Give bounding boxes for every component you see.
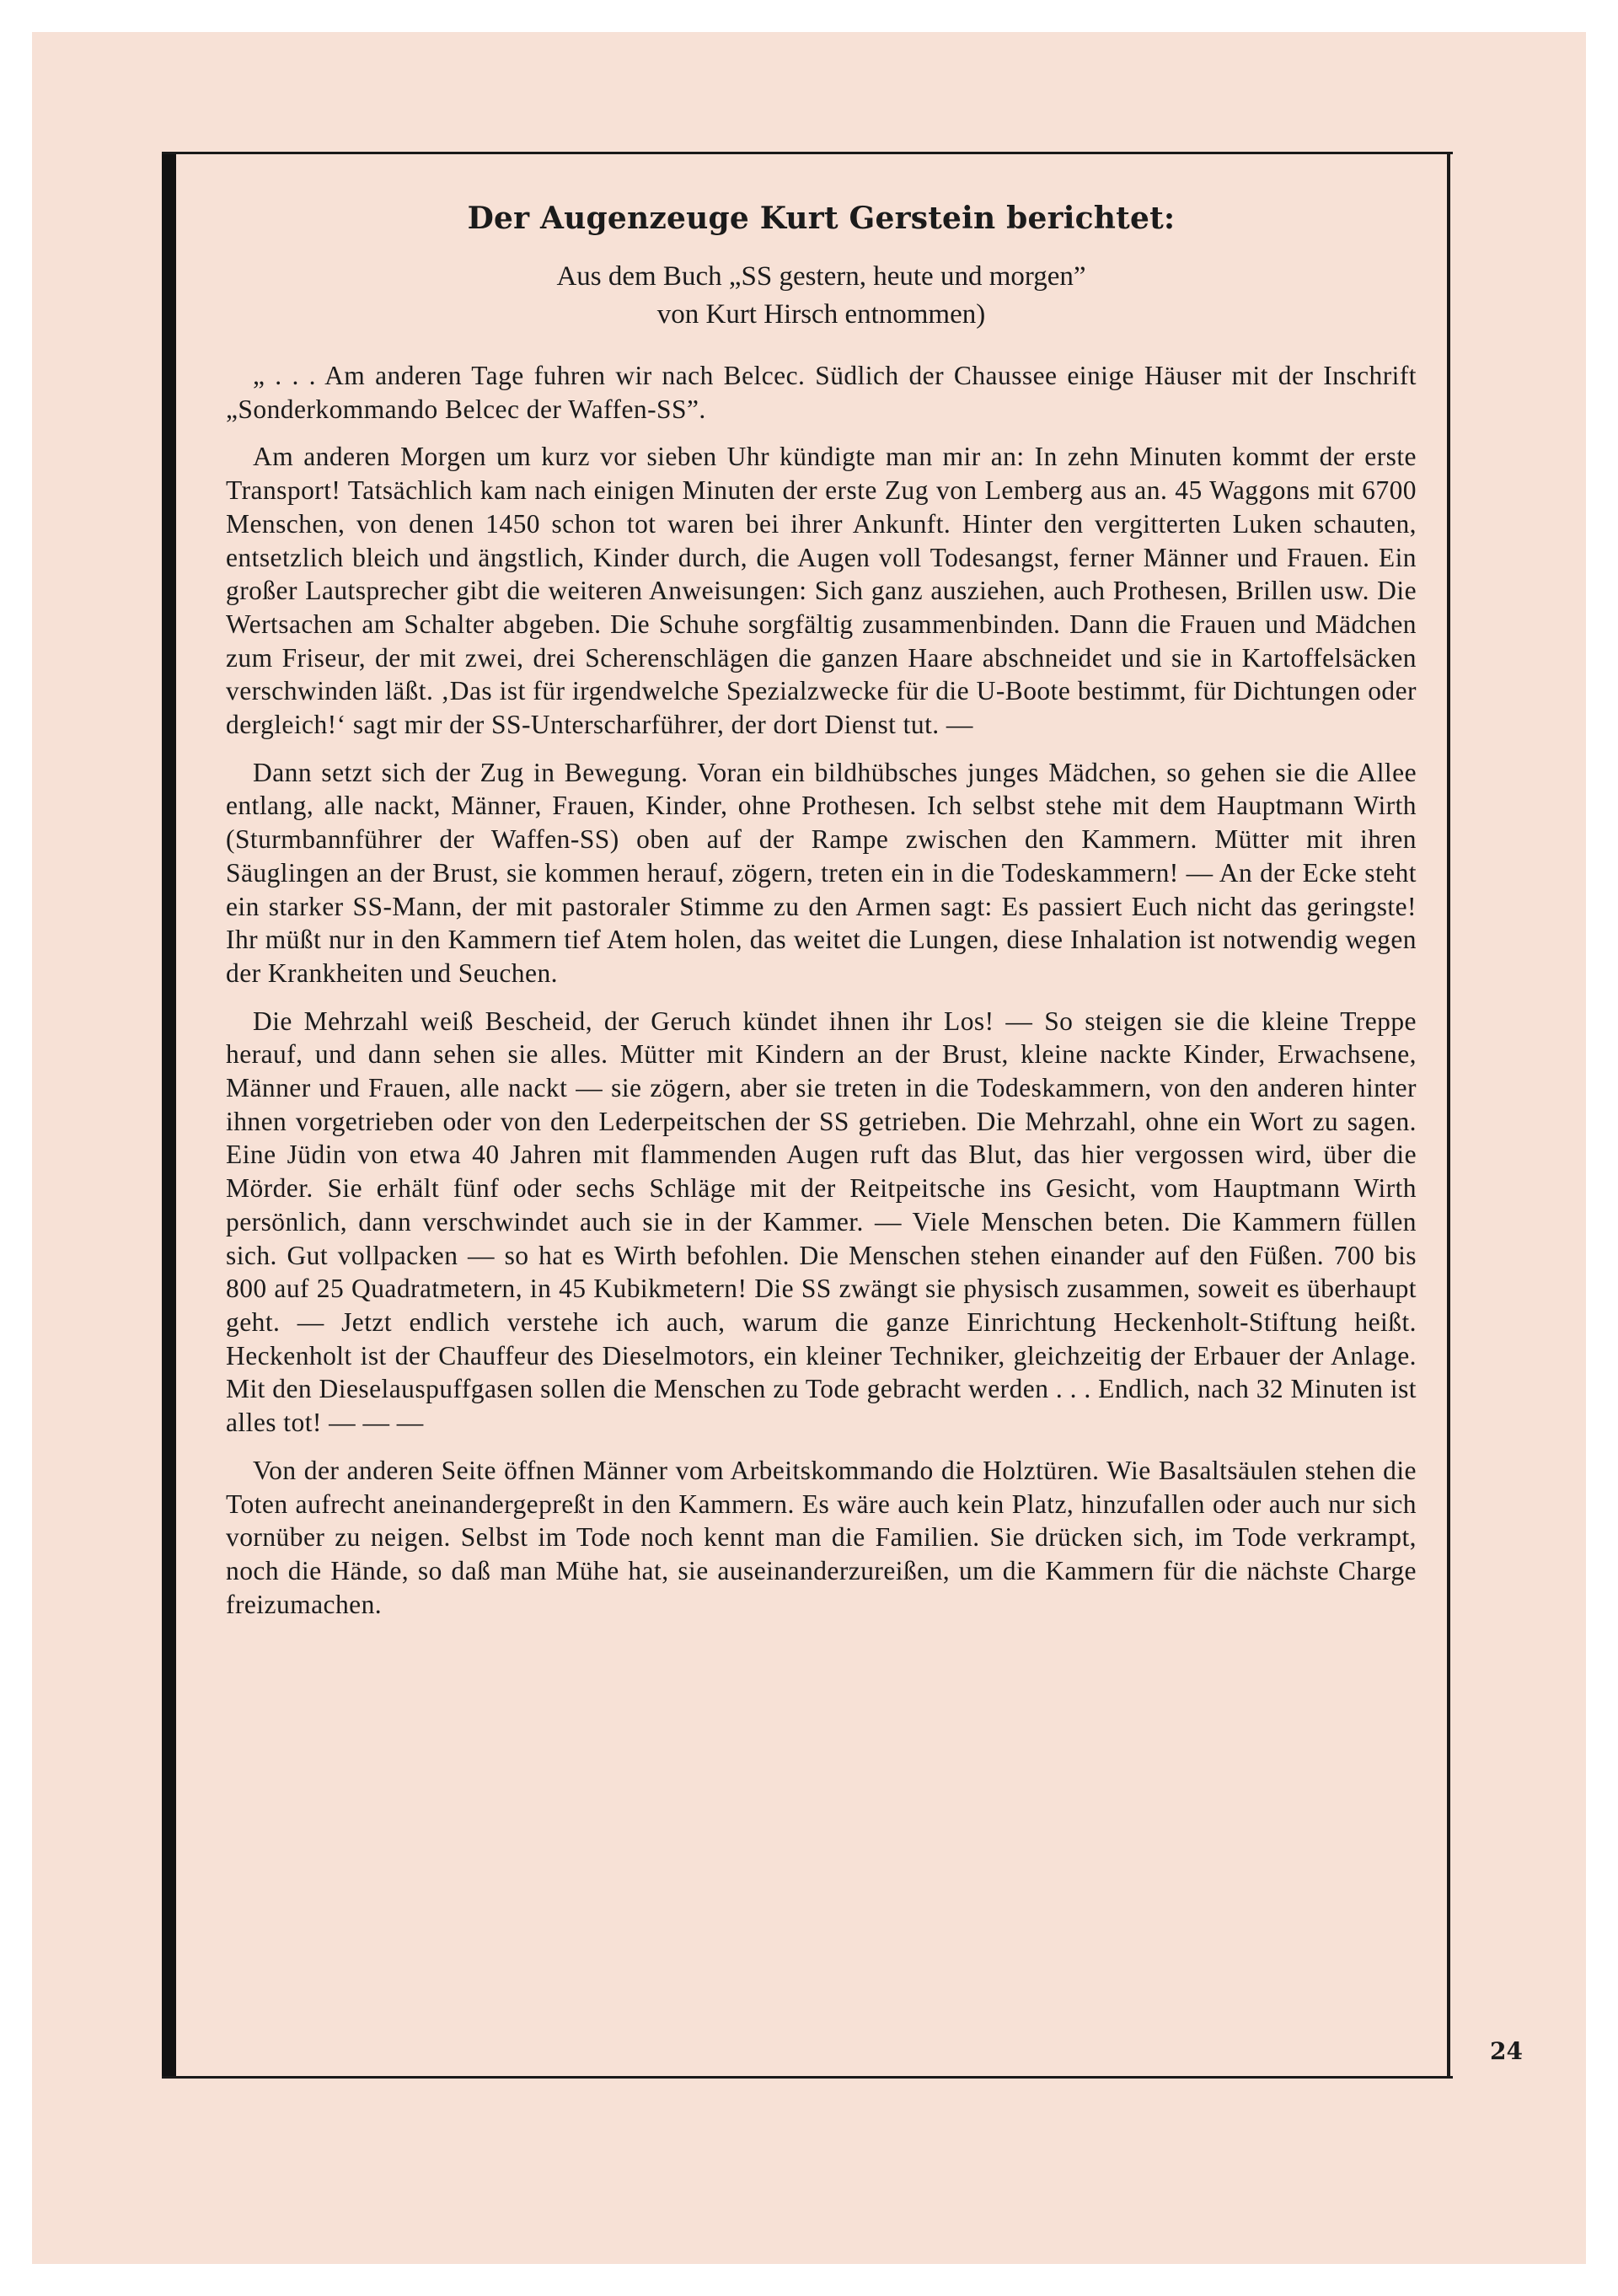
frame-left-bar xyxy=(162,152,176,2078)
paragraph: Am anderen Morgen um kurz vor sieben Uhr kündigte man mir an: In zehn Minuten kommt der erste Transport! Tatsächlich kam nach einigen Minuten der erste Zug von Lemberg aus an. 45 Waggons mit 6700 Menschen, von denen 1450 schon tot waren bei ihrer Ankunft. Hinter den vergitterten Luken schauten, entsetzlich bleich und ängstlich, Kinder durch, die Augen voll Todesangst, ferner Männer und Frauen. Ein großer Lautsprecher gibt die weiteren Anweisungen: Sich ganz ausziehen, auch Prothesen, Brillen usw. Die Wertsachen am Schalter abgeben. Die Schuhe sorgfältig zusammenbinden. Dann die Frauen und Mädchen zum Friseur, der mit zwei, drei Scherenschlägen die ganzen Haare abschneidet und sie in Kartoffelsäcken verschwinden läßt. ‚Das ist für irgendwelche Spezialzwecke für die U-Boote bestimmt, für Dichtungen oder dergleich!‘ sagt mir der SS-Unterscharführer, der dort Dienst tut. — xyxy=(226,442,1417,740)
page-number: 24 xyxy=(1490,2037,1523,2065)
frame-top-rule xyxy=(162,152,1453,154)
paragraph: Die Mehrzahl weiß Bescheid, der Geruch kündet ihnen ihr Los! — So steigen sie die kleine Treppe herauf, und dann sehen sie alles. Mütter mit Kindern an der Brust, kleine nackte Kinder, Erwachsene, Männer und Frauen, alle nackt — sie zögern, aber sie treten in die Todeskammern, von den anderen hinter ihnen vorgetrieben oder von den Lederpeitschen der SS getrieben. Die Mehrzahl, ohne ein Wort zu sagen. Eine Jüdin von etwa 40 Jahren mit flammenden Augen ruft das Blut, das hier vergossen wird, über die Mörder. Sie erhält fünf oder sechs Schläge mit der Reitpeitsche ins Gesicht, vom Hauptmann Wirth persönlich, dann verschwindet auch sie in der Kammer. — Viele Menschen beten. Die Kammern füllen sich. Gut vollpacken — so hat es Wirth befohlen. Die Menschen stehen einander auf den Füßen. 700 bis 800 auf 25 Quadratmetern, in 45 Kubikmetern! Die SS zwängt sie physisch zusammen, soweit es überhaupt geht. — Jetzt endlich verstehe ich auch, warum die ganze Einrichtung Heckenholt-Stiftung heißt. Heckenholt ist der Chauffeur des Dieselmotors, ein kleiner Techniker, gleichzeitig der Erbauer der Anlage. Mit den Dieselauspuffgasen sollen die Menschen zu Tode gebracht werden . . . Endlich, nach 32 Minuten ist alles tot! — — — xyxy=(226,1006,1417,1438)
paragraph: „ . . . Am anderen Tage fuhren wir nach Belcec. Südlich der Chaussee einige Häuser mit der Inschrift „Sonderkommando Belcec der Waffen-SS”. xyxy=(226,361,1417,424)
article-subtitle xyxy=(226,258,1417,334)
article-body xyxy=(226,201,1417,1635)
paragraph: Dann setzt sich der Zug in Bewegung. Voran ein bildhübsches junges Mädchen, so gehen sie die Allee entlang, alle nackt, Männer, Frauen, Kinder, ohne Prothesen. Ich selbst stehe mit dem Hauptmann Wirth (Sturmbannführer der Waffen-SS) oben auf der Rampe zwischen den Kammern. Mütter mit ihren Säuglingen an der Brust, sie kommen herauf, zögern, treten ein in die Todeskammern! — An der Ecke steht ein starker SS-Mann, der mit pastoraler Stimme zu den Armen sagt: Es passiert Euch nicht das geringste! Ihr müßt nur in den Kammern tief Atem holen, das weitet die Lungen, diese Inhalation ist notwendig wegen der Krankheiten und Seuchen. xyxy=(226,757,1417,988)
frame-right-rule xyxy=(1447,152,1450,2079)
subtitle-line: Aus dem Buch „SS gestern, heute und morgen” xyxy=(556,261,1086,292)
paragraph: Von der anderen Seite öffnen Männer vom Arbeitskommando die Holztüren. Wie Basaltsäulen stehen die Toten aufrecht aneinandergepreßt in den Kammern. Es wäre auch kein Platz, hinzufallen oder auch nur sich vornüber zu neigen. Selbst im Tode noch kennt man die Familien. Sie drücken sich, im Tode verkrampt, noch die Hände, so daß man Mühe hat, sie auseinanderzureißen, um die Kammern für die nächste Charge freizumachen. xyxy=(226,1455,1417,1619)
article-title: Der Augenzeuge Kurt Gerstein berichtet: xyxy=(467,201,1176,236)
subtitle-line: von Kurt Hirsch entnommen) xyxy=(656,299,986,330)
frame-bottom-rule xyxy=(162,2076,1453,2079)
